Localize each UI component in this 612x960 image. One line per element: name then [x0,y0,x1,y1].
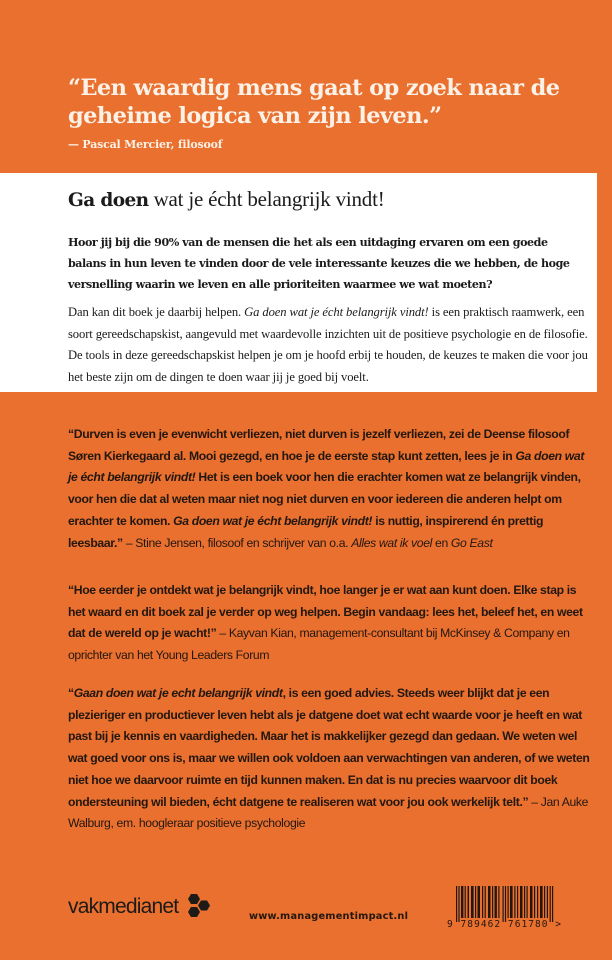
testimonial-attribution: en [431,535,451,550]
publisher-name: vakmedianet [68,895,179,918]
panel-title [68,187,385,212]
testimonial-walburg [68,683,590,835]
testimonial-attribution: – Stine Jensen, filosoof en schrijver van o.a. [122,535,352,550]
quote-mark: “ [68,686,74,700]
website-url: www.managementimpact.nl [249,911,409,922]
book-title-italic: Ga doen wat je écht belangrijk vindt! [244,305,429,319]
panel-title-bold: Ga doen [68,190,149,211]
book-title-italic: Gaan doen wat je echt belangrijk vindt [73,686,283,700]
work-title: Alles wat ik voel [351,535,432,550]
panel-body [68,302,590,388]
epigraph-attribution: — Pascal Mercier, filosoof [68,138,223,151]
panel-body-text: is een praktisch raamwerk, een soort gereedschapskist, aangevuld met waardevolle inzichten uit de positieve psychologie en de filosofie. De tools in deze gereedschapskist helpen je om je hoofd erbij te houden, de keuzes te maken die voor jou het beste zijn om de dingen te doen waar jij je goed bij voelt. [68,305,588,384]
testimonial-text: is nuttig, inspirerend én prettig leesbaar.” [68,513,544,550]
testimonial-jensen [68,424,590,554]
hexagon-cluster-icon [182,893,212,921]
panel-title-rest: wat je écht belangrijk vindt! [148,187,385,211]
testimonial-text: , is een goed advies. Steeds weer blijkt dat je een plezieriger en productiever leven hebt als je datgene doet wat echt waarde voor je heeft en wat past bij je kennis en vaardigheden. Maar het is makkelijker gezegd dan gedaan. We weten wel wat goed voor ons is, maar we willen ook voldoen aan verwachtingen van anderen, of we weten niet hoe we daarvoor ruimte en tijd kunnen maken. En dat is nu precies waarvoor dit boek ondersteuning wil bieden, écht datgene te realiseren wat voor jou ook werkelijk telt.” [68,686,590,809]
testimonial-text: “Durven is even je evenwicht verliezen, niet durven is jezelf verliezen, zei de Deense filosoof Søren Kierkegaard al. Mooi gezegd, en hoe je de eerste stap kunt zetten, lees je in [68,427,570,463]
testimonial-kian [68,580,590,667]
barcode-icon [456,886,556,922]
isbn-barcode [447,885,577,933]
epigraph-quote: “Een waardig mens gaat op zoek naar de geheime logica van zijn leven.” [68,75,560,129]
book-title-italic: Ga doen wat je écht belangrijk vindt! [173,513,373,528]
testimonial-attribution: – Jan Auke Walburg, em. hoogleraar positieve psychologie [68,794,589,831]
panel-lead: Hoor jij bij die 90% van de mensen die het als een uitdaging ervaren om een goede balans in hun leven te vinden door de vele interessante keuzes die we hebben, de hoge versnelling waarin we leven en alle prioriteiten waarmee we wat moeten? [68,236,570,291]
panel-body-text: Dan kan dit boek je daarbij helpen. [68,305,245,319]
testimonial-text: Het is een boek voor hen die erachter komen wat ze belangrijk vinden, voor hen die dat al weten maar niet nog niet durven en voor iedereen die anderen helpt om erachter te komen. [68,470,581,528]
book-title-italic: Ga doen wat je écht belangrijk vindt! [68,448,585,485]
isbn-number: 9 789462 761780 > [447,919,563,930]
publisher-logo [68,893,212,921]
testimonial-attribution: – Kayvan Kian, management-consultant bij McKinsey & Company en oprichter van het Young Leaders Forum [68,626,570,663]
work-title: Go East [450,535,493,550]
testimonial-text: “Hoe eerder je ontdekt wat je belangrijk vindt, hoe langer je er wat aan kunt doen. Elke stap is het waard en dit boek zal je verder op weg helpen. Begin vandaag: lees het, beleef het, en weet dat de wereld op je wacht!” [68,583,583,641]
